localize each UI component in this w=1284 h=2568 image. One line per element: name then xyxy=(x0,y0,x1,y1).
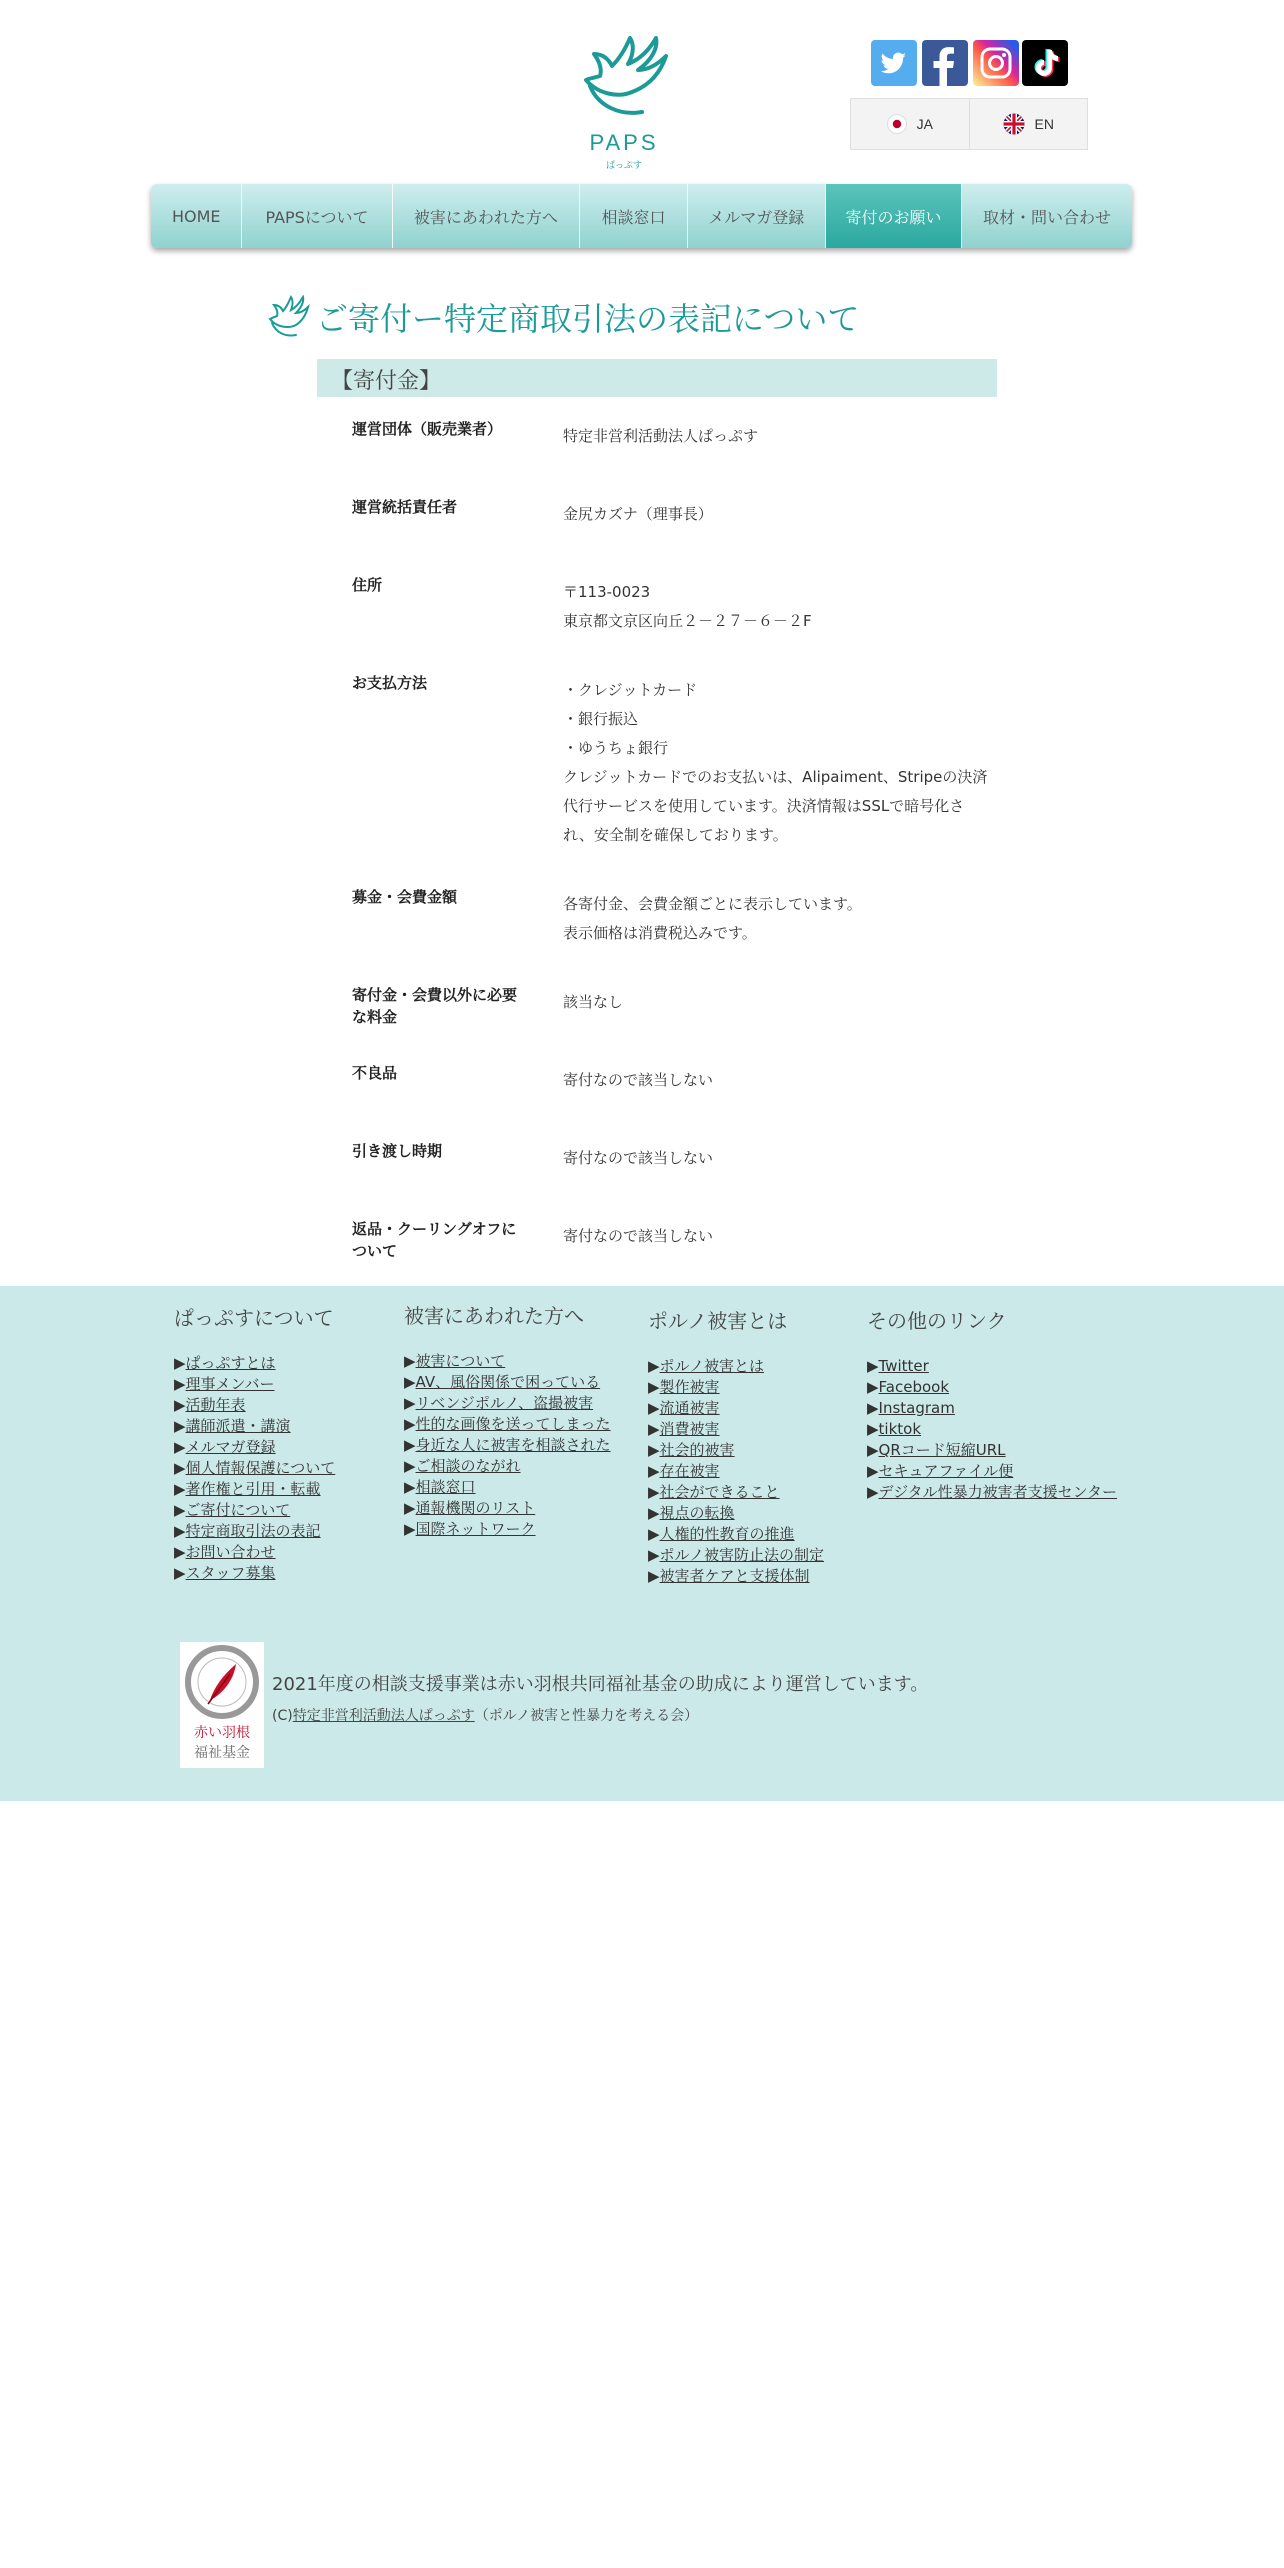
footer-link[interactable]: ▶Twitter xyxy=(867,1357,929,1375)
footer-link[interactable]: ▶デジタル性暴力被害者支援センター xyxy=(867,1483,1118,1501)
footer-link[interactable]: ▶QRコード短縮URL xyxy=(867,1441,1006,1459)
info-value: 〒113-0023 東京都文京区向丘２－２７－６－２F xyxy=(563,583,812,630)
footer-link[interactable]: ▶お問い合わせ xyxy=(174,1543,276,1561)
nav-newsletter[interactable]: メルマガ登録 xyxy=(688,184,826,248)
info-key: 住所 xyxy=(352,576,383,594)
footer-link[interactable]: ▶AV、風俗関係で困っている xyxy=(404,1373,601,1391)
info-value: 特定非営利活動法人ぱっぷす xyxy=(563,427,759,445)
footer-link[interactable]: ▶ご寄付について xyxy=(174,1501,291,1519)
dove-title-icon xyxy=(266,295,310,339)
footer-link[interactable]: ▶メルマガ登録 xyxy=(174,1438,276,1456)
footer-link[interactable]: ▶スタッフ募集 xyxy=(174,1564,276,1582)
language-option-en[interactable] xyxy=(969,99,1088,149)
fund-support-text: 2021年度の相談支援事業は赤い羽根共同福祉基金の助成により運営しています。 xyxy=(272,1674,929,1695)
footer-link[interactable]: ▶ポルノ被害防止法の制定 xyxy=(648,1546,824,1564)
info-key: 運営団体（販売業者） xyxy=(352,420,503,438)
footer-link[interactable]: ▶リベンジポルノ、盗撮被害 xyxy=(404,1394,594,1412)
language-switcher xyxy=(850,98,1088,150)
info-key: 返品・クーリングオフについて xyxy=(352,1220,517,1260)
footer-link[interactable]: ▶消費被害 xyxy=(648,1420,720,1438)
red-feather-icon xyxy=(180,1642,264,1720)
red-feather-fund-logo xyxy=(180,1642,264,1768)
page-title: ご寄付ー特定商取引法の表記について xyxy=(316,300,860,338)
footer-link[interactable]: ▶社会的被害 xyxy=(648,1441,735,1459)
twitter-icon[interactable] xyxy=(871,40,917,86)
footer-link[interactable]: ▶セキュアファイル便 xyxy=(867,1462,1014,1480)
language-option-ja[interactable] xyxy=(851,99,969,149)
uk-flag-icon xyxy=(1003,113,1025,135)
footer-link[interactable]: ▶人権的性教育の推進 xyxy=(648,1525,795,1543)
footer-link[interactable]: ▶身近な人に被害を相談された xyxy=(404,1436,611,1454)
footer-link[interactable]: ▶被害について xyxy=(404,1352,506,1370)
language-label-en: EN xyxy=(1034,116,1054,132)
info-value: 寄付なので該当しない xyxy=(563,1227,714,1245)
nav-home[interactable]: HOME xyxy=(151,184,242,248)
footer-column-other-links xyxy=(867,1305,1117,1503)
nav-donation[interactable]: 寄付のお願い xyxy=(826,184,962,248)
fund-logo-label-1: 赤い羽根 xyxy=(194,1725,250,1741)
logo-subtext: ぱっぷす xyxy=(605,161,642,171)
footer-link[interactable]: ▶特定商取引法の表記 xyxy=(174,1522,321,1540)
footer-link[interactable]: ▶性的な画像を送ってしまった xyxy=(404,1415,611,1433)
footer-link[interactable]: ▶tiktok xyxy=(867,1420,922,1438)
footer-link[interactable]: ▶存在被害 xyxy=(648,1462,720,1480)
nav-consultation[interactable]: 相談窓口 xyxy=(580,184,687,248)
footer-link[interactable]: ▶製作被害 xyxy=(648,1378,720,1396)
section-label: 【寄付金】 xyxy=(331,369,442,394)
info-key: 不良品 xyxy=(352,1064,398,1082)
paps-logo[interactable] xyxy=(568,36,680,172)
footer-link[interactable]: ▶視点の転換 xyxy=(648,1504,735,1522)
info-key: お支払方法 xyxy=(352,674,428,692)
language-label-ja: JA xyxy=(916,116,933,132)
footer-heading: ポルノ被害とは xyxy=(648,1309,788,1333)
fund-logo-label-2: 福祉基金 xyxy=(194,1745,250,1761)
section-header xyxy=(317,359,997,397)
info-value: 該当なし xyxy=(563,993,624,1011)
info-key: 寄付金・会費以外に必要な料金 xyxy=(352,986,518,1026)
footer-column-porn-harm xyxy=(648,1305,824,1587)
footer-column-victims xyxy=(404,1300,611,1540)
footer-column-about xyxy=(174,1302,335,1584)
footer-link[interactable]: ▶ポルノ被害とは xyxy=(648,1357,764,1375)
dove-logo-icon xyxy=(568,36,680,128)
footer-heading: その他のリンク xyxy=(867,1309,1007,1333)
footer-link[interactable]: ▶相談窓口 xyxy=(404,1478,476,1496)
facebook-icon[interactable] xyxy=(922,40,968,86)
info-value: 寄付なので該当しない xyxy=(563,1149,714,1167)
copyright-org-link[interactable]: 特定非営利活動法人ぱっぷす xyxy=(292,1708,475,1724)
footer-link[interactable]: ▶ぱっぷすとは xyxy=(174,1354,276,1372)
info-value: ・クレジットカード ・銀行振込 ・ゆうちょ銀行 クレジットカードでのお支払いは、Alipaiment、Stripeの決済 代行サービスを使用しています。決済情報はSSLで暗号化さ れ、安全制を確保しております。 xyxy=(563,681,988,844)
copyright: (C)特定非営利活動法人ぱっぷす（ポルノ被害と性暴力を考える会） xyxy=(272,1708,699,1724)
footer-link[interactable]: ▶Facebook xyxy=(867,1378,950,1396)
tiktok-icon[interactable] xyxy=(1022,40,1068,86)
footer-link[interactable]: ▶国際ネットワーク xyxy=(404,1520,536,1538)
japan-flag-icon xyxy=(887,114,907,134)
footer-link[interactable]: ▶社会ができること xyxy=(648,1483,780,1501)
footer-link[interactable]: ▶Instagram xyxy=(867,1399,955,1417)
footer-link[interactable]: ▶ご相談のながれ xyxy=(404,1457,521,1475)
footer-link[interactable]: ▶個人情報保護について xyxy=(174,1459,336,1477)
footer-link[interactable]: ▶通報機関のリスト xyxy=(404,1499,536,1517)
info-value: 金尻カズナ（理事長） xyxy=(563,505,713,523)
info-key: 募金・会費金額 xyxy=(352,888,458,906)
footer-link[interactable]: ▶理事メンバー xyxy=(174,1375,275,1393)
footer-link[interactable]: ▶講師派遣・講演 xyxy=(174,1417,291,1435)
info-key: 引き渡し時期 xyxy=(352,1142,443,1160)
footer-link[interactable]: ▶著作権と引用・転載 xyxy=(174,1480,321,1498)
info-key: 運営統括責任者 xyxy=(352,498,458,516)
main-nav xyxy=(151,184,1132,248)
footer-heading: ぱっぷすについて xyxy=(174,1306,334,1330)
info-value: 寄付なので該当しない xyxy=(563,1071,714,1089)
footer-link[interactable]: ▶活動年表 xyxy=(174,1396,246,1414)
logo-text: PAPS xyxy=(589,130,659,155)
info-value: 各寄付金、会費金額ごとに表示しています。 表示価格は消費税込みです。 xyxy=(563,895,862,942)
nav-about-paps[interactable]: PAPSについて xyxy=(242,184,392,248)
footer-link[interactable]: ▶流通被害 xyxy=(648,1399,720,1417)
instagram-icon[interactable] xyxy=(973,40,1019,86)
nav-contact[interactable]: 取材・問い合わせ xyxy=(983,207,1112,227)
footer-link[interactable]: ▶被害者ケアと支援体制 xyxy=(648,1567,810,1585)
nav-for-victims[interactable]: 被害にあわれた方へ xyxy=(393,184,581,248)
footer-heading: 被害にあわれた方へ xyxy=(404,1304,584,1328)
